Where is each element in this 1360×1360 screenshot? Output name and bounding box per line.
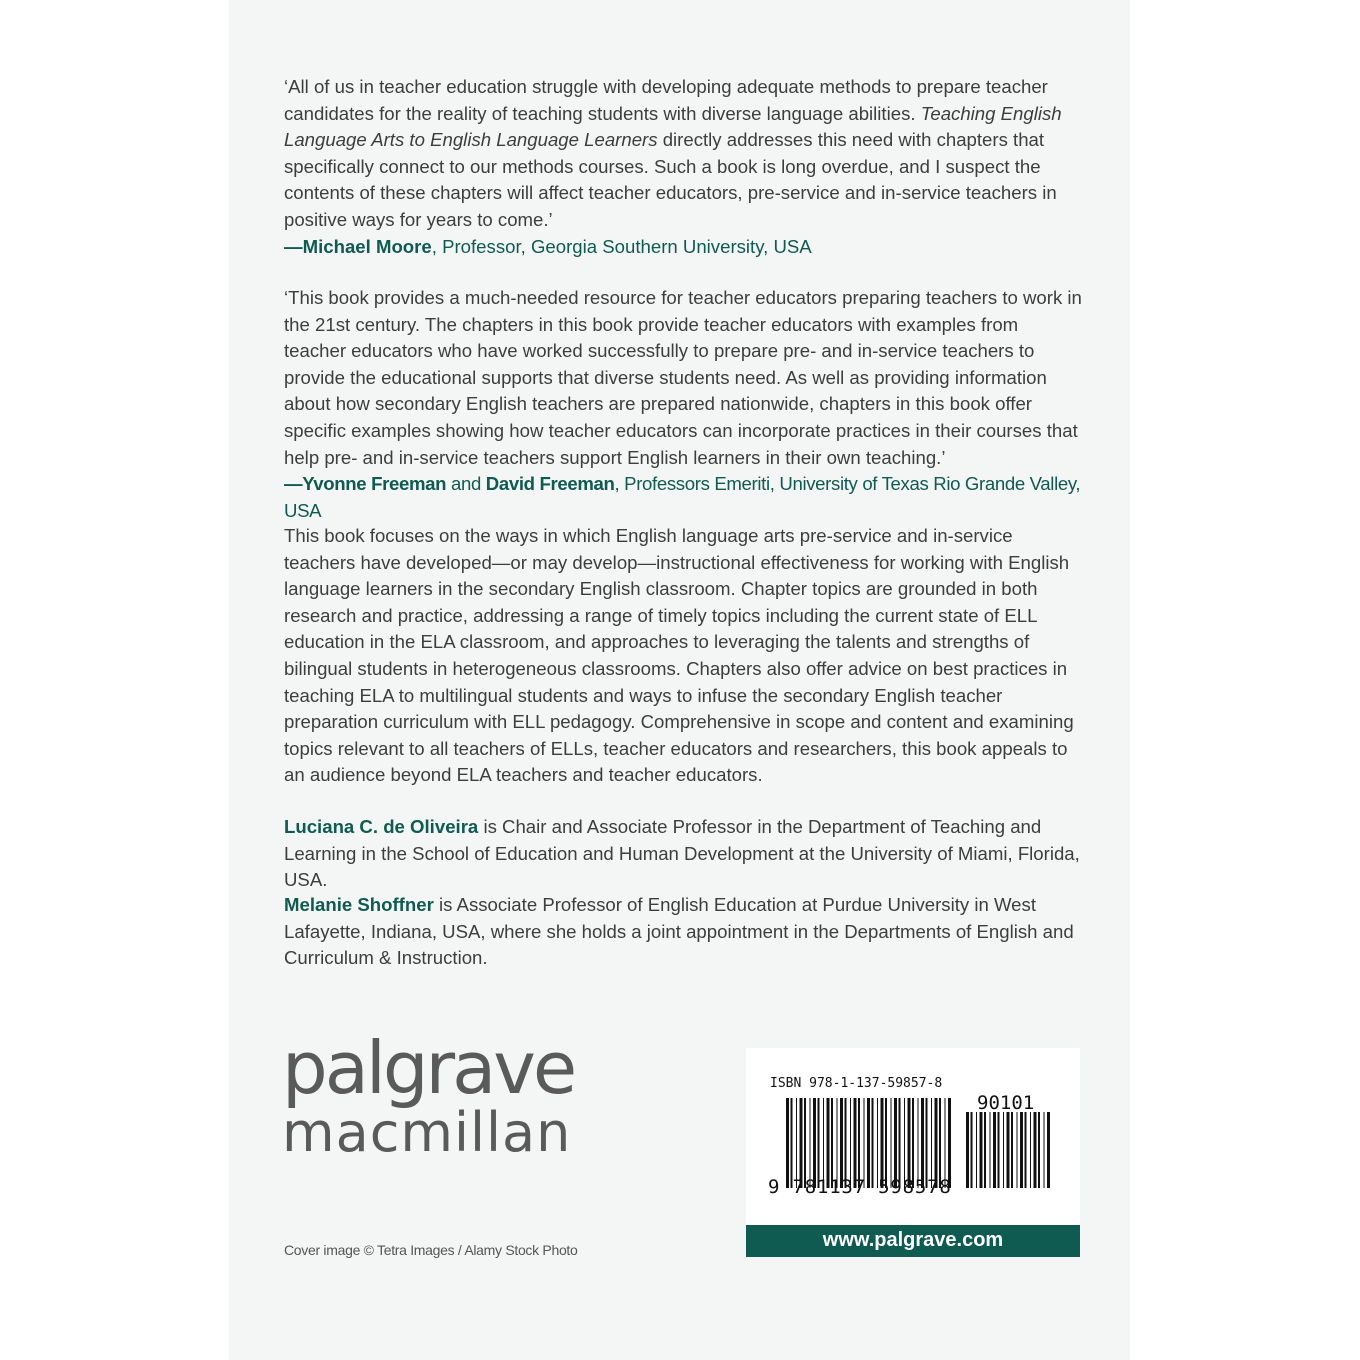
isbn-barcode	[746, 1048, 1080, 1225]
quote-2-body: ‘This book provides a much-needed resource for teacher educators preparing teachers to work in the 21st century. The chapters in this book provide teacher educators with examples from teacher educators who have worked successfully to prepare pre- and in-service teachers to provide the educational supports that diverse students need. As well as providing information about how secondary English teachers are prepared nationwide, chapters in this book offer specific examples showing how teacher educators can incorporate practices in their courses that help pre- and in-service teachers support English learners in their own teaching.’	[284, 287, 1082, 468]
barcode-bar	[823, 1098, 824, 1188]
quote-2-author-1: —Yvonne Freeman	[284, 473, 447, 495]
barcode-bar	[945, 1098, 946, 1188]
barcode-bar	[976, 1112, 977, 1188]
barcode-ean-digits: 9 781137 598578	[768, 1176, 952, 1198]
barcode-bar	[796, 1098, 797, 1188]
quote-1-book-title: Teaching English Language Arts to English Language Learners	[284, 102, 1062, 151]
quote-1-author: —Michael Moore	[284, 235, 432, 257]
barcode-bar	[912, 1098, 914, 1188]
barcode-bar	[804, 1098, 806, 1188]
logo-line-1: palgrave	[282, 1026, 575, 1110]
barcode-bar	[854, 1098, 857, 1188]
quote-1-body	[284, 74, 1084, 234]
logo-line-2: macmillan	[282, 1101, 572, 1164]
barcode-bar	[1034, 1112, 1037, 1188]
quote-2-affiliation: , Professors Emeriti, University of Texas Rio Grande Valley, USA	[284, 473, 1081, 521]
quote-1-affiliation: , Professor, Georgia Southern University, USA	[431, 235, 812, 257]
barcode-bar	[864, 1098, 865, 1188]
barcode-bar	[1003, 1112, 1004, 1188]
barcode-bar	[971, 1112, 973, 1188]
quote-1-attribution	[284, 234, 1084, 261]
quote-2-and: and	[446, 473, 486, 495]
bio-1-text: is Chair and Associate Professor in the Department of Teaching and Learning in the School of Education and Human Development at the University of Miami, Florida, USA.	[284, 816, 1080, 891]
barcode-bar	[931, 1098, 932, 1188]
barcode-bar	[818, 1098, 820, 1188]
quote-1-text-b: directly addresses this need with chapters that specifically connect to our methods courses. Such a book is long overdue, and I suspect the contents of these chapters will affect teacher educators, pre-service and in-service teachers in positive ways for years to come.’	[284, 129, 1057, 230]
barcode-bar	[990, 1112, 991, 1188]
endorsement-quote-2	[284, 285, 1084, 524]
quote-2-author-2: David Freeman	[485, 473, 615, 495]
bio-2-text: is Associate Professor of English Education at Purdue University in West Lafayette, Indiana, USA, where she holds a joint appointment in the Departments of English and Curriculum & Instruction.	[284, 894, 1074, 969]
barcode-bar	[984, 1112, 986, 1188]
barcode-bar	[1020, 1112, 1023, 1188]
barcode-bar	[948, 1098, 951, 1188]
barcode-bar	[1038, 1112, 1040, 1188]
barcode-bar	[1030, 1112, 1031, 1188]
barcode-bar	[1047, 1112, 1050, 1188]
barcode-bar	[858, 1098, 860, 1188]
isbn-label: ISBN 978-1-137-59857-8	[770, 1076, 943, 1091]
barcode-bar	[881, 1098, 884, 1188]
barcode-bar	[891, 1098, 892, 1188]
barcode-bar	[872, 1098, 874, 1188]
barcode-bar	[899, 1098, 901, 1188]
barcode-addon-digits: 90101	[977, 1092, 1035, 1114]
barcode-bar	[904, 1098, 905, 1188]
barcode-bar	[993, 1112, 996, 1188]
barcode-bar	[939, 1098, 941, 1188]
barcode-bar	[810, 1098, 811, 1188]
barcode-bar	[1007, 1112, 1010, 1188]
barcode-bar	[840, 1098, 843, 1188]
barcode-bar	[980, 1112, 983, 1188]
quote-2-attribution	[284, 471, 1084, 524]
description-text: This book focuses on the ways in which English language arts pre-service and in-service teachers have developed—or may develop—instructional effectiveness for working with English language learners in the secondary English classroom. Chapter topics are grounded in both research and practice, addressing a range of timely topics including the current state of ELL education in the ELA classroom, and approaches to leveraging the talents and strengths of bilingual students in heterogeneous classrooms. Chapters also offer advice on best practices in teaching ELA to multilingual students and ways to infuse the secondary English teacher preparation curriculum with ELL pedagogy. Comprehensive in scope and content and examining topics relevant to all teachers of ELLs, teacher educators and researchers, this book appeals to an audience beyond ELA teachers and teacher educators.	[284, 525, 1074, 786]
barcode-bar	[850, 1098, 851, 1188]
author-bio-1	[284, 814, 1084, 894]
endorsement-quote-1	[284, 74, 1084, 260]
barcode-bar	[845, 1098, 847, 1188]
barcode-bar	[813, 1098, 816, 1188]
barcode-bar	[935, 1098, 938, 1188]
barcode-bar	[867, 1098, 870, 1188]
barcode-bar	[877, 1098, 878, 1188]
publisher-logo	[282, 1026, 582, 1164]
barcode-bar	[827, 1098, 830, 1188]
barcode-bar	[800, 1098, 803, 1188]
barcode-bar	[921, 1098, 924, 1188]
quote-1-text-a: ‘All of us in teacher education struggle with developing adequate methods to prepare teacher candidates for the reality of teaching students with diverse language abilities.	[284, 76, 1048, 124]
barcode-bar	[1017, 1112, 1018, 1188]
publisher-website: www.palgrave.com	[746, 1225, 1080, 1257]
book-description	[284, 523, 1084, 789]
barcode-bars	[746, 1048, 1080, 1225]
barcode-bar	[837, 1098, 838, 1188]
barcode-bar	[926, 1098, 928, 1188]
bio-1-name: Luciana C. de Oliveira	[284, 816, 479, 837]
barcode-bar	[908, 1098, 911, 1188]
bio-2-name: Melanie Shoffner	[284, 894, 434, 915]
cover-image-credit: Cover image © Tetra Images / Alamy Stock Photo	[284, 1242, 578, 1258]
barcode-bar	[786, 1098, 789, 1188]
barcode-bar	[1025, 1112, 1027, 1188]
barcode-bar	[998, 1112, 1000, 1188]
barcode-bar	[1044, 1112, 1045, 1188]
barcode-bar	[894, 1098, 897, 1188]
barcode-bar	[831, 1098, 833, 1188]
barcode-bar	[885, 1098, 887, 1188]
barcode-bar	[1011, 1112, 1013, 1188]
barcode-bar	[918, 1098, 919, 1188]
barcode-bar	[791, 1098, 793, 1188]
barcode-bar	[966, 1112, 969, 1188]
author-bio-2	[284, 892, 1084, 972]
